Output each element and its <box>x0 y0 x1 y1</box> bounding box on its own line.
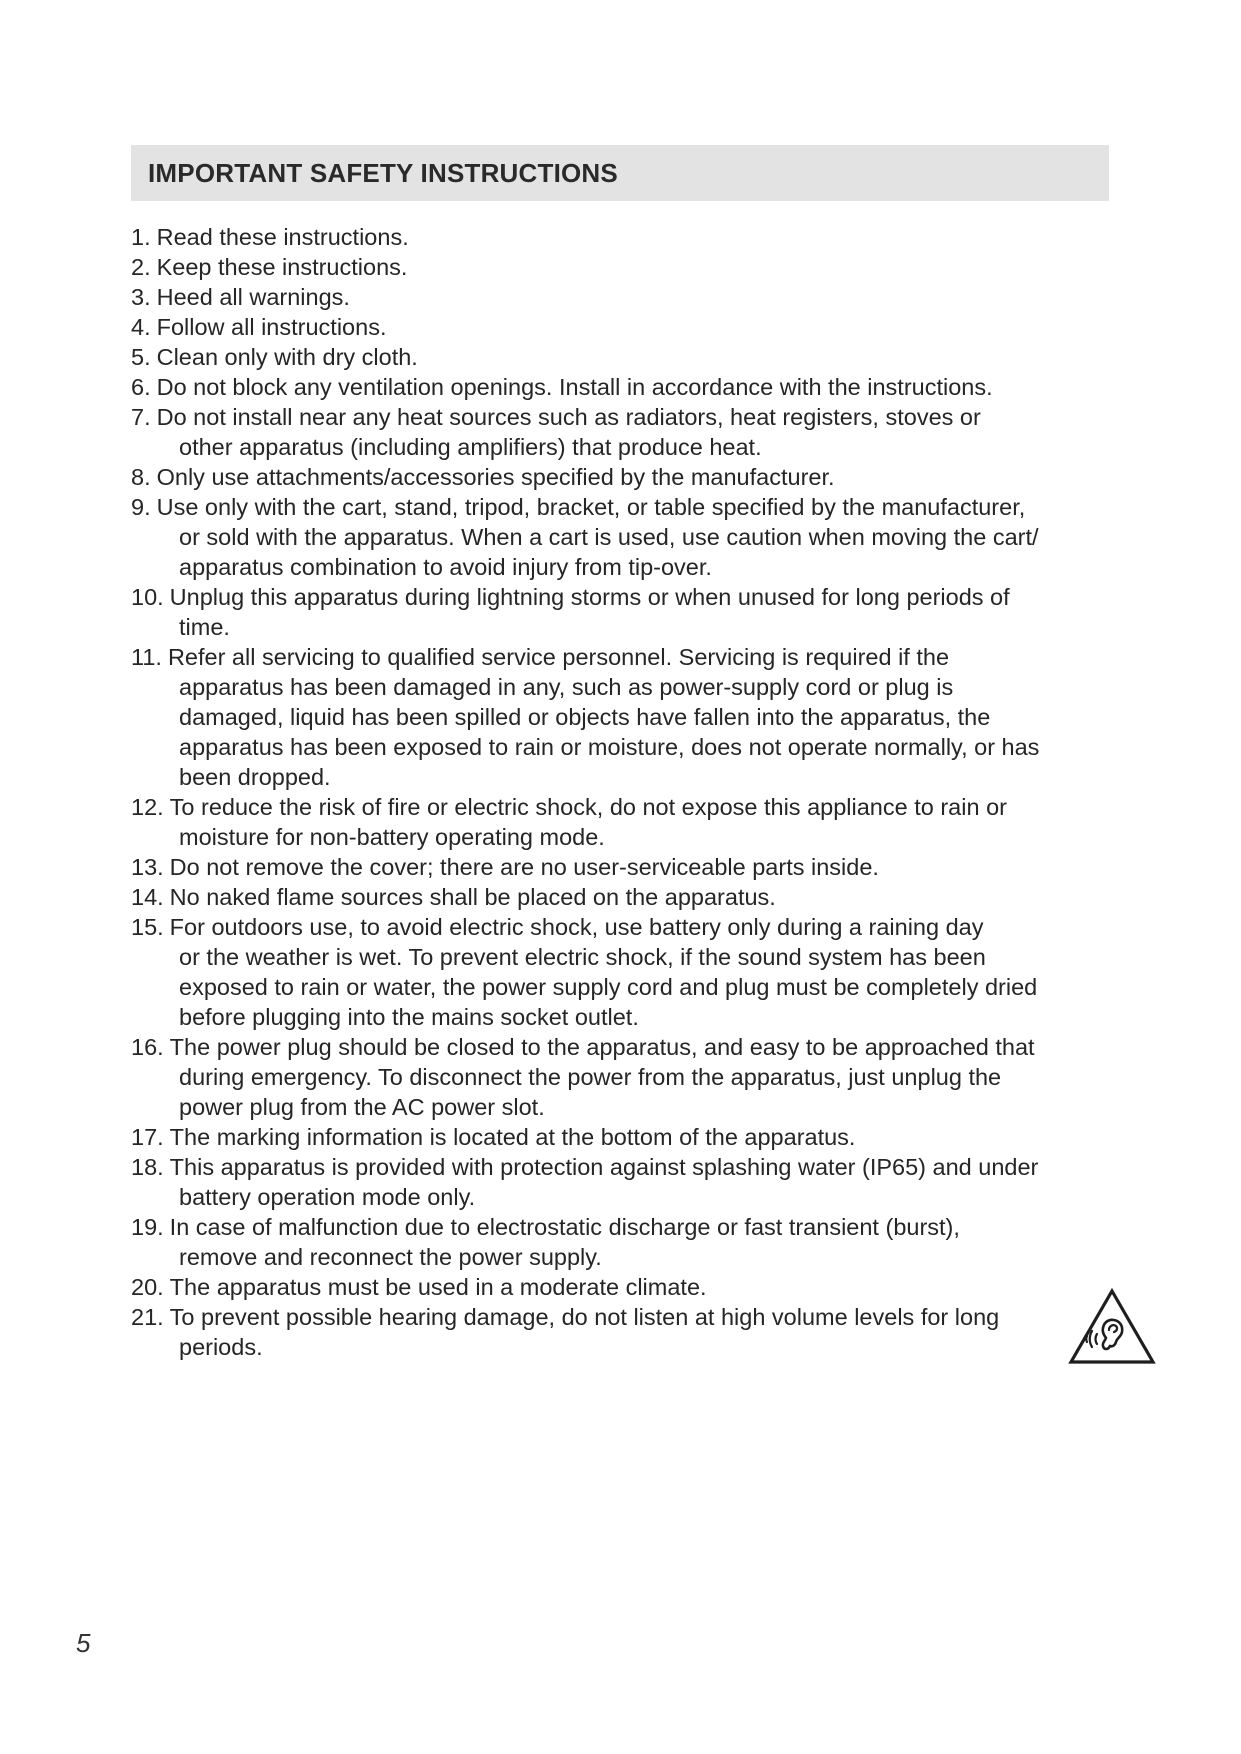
instruction-number: 8. <box>131 464 151 490</box>
instruction-item <box>131 852 1111 882</box>
instruction-line: Clean only with dry cloth. <box>156 344 418 370</box>
instruction-line: been dropped. <box>179 764 331 790</box>
instruction-line: Refer all servicing to qualified service personnel. Servicing is required if the <box>167 644 950 670</box>
instruction-line: Heed all warnings. <box>156 284 350 310</box>
instruction-number: 3. <box>131 284 151 310</box>
instruction-item <box>131 492 1111 582</box>
instruction-line: The power plug should be closed to the apparatus, and easy to be approached that <box>169 1034 1035 1060</box>
instruction-line: exposed to rain or water, the power supply cord and plug must be completely dried <box>179 974 1038 1000</box>
instruction-line: apparatus combination to avoid injury from tip-over. <box>179 554 712 580</box>
instruction-text <box>169 1032 1111 1122</box>
instruction-line: damaged, liquid has been spilled or objects have fallen into the apparatus, the <box>179 704 991 730</box>
section-heading: IMPORTANT SAFETY INSTRUCTIONS <box>148 157 618 188</box>
instruction-number: 9. <box>131 494 151 520</box>
instruction-item <box>131 402 1111 462</box>
instruction-text <box>169 852 1111 882</box>
instruction-line: In case of malfunction due to electrostatic discharge or fast transient (burst), <box>169 1214 960 1240</box>
instruction-item <box>131 342 1111 372</box>
instruction-line: remove and reconnect the power supply. <box>179 1244 602 1270</box>
instruction-item <box>131 1272 1111 1302</box>
instruction-line: This apparatus is provided with protection against splashing water (IP65) and under <box>169 1154 1039 1180</box>
instruction-item <box>131 1152 1111 1212</box>
instruction-item <box>131 1302 1111 1362</box>
instruction-line: To reduce the risk of fire or electric shock, do not expose this appliance to rain or <box>169 794 1007 820</box>
instruction-item <box>131 1032 1111 1122</box>
instruction-number: 4. <box>131 314 151 340</box>
instruction-number: 16. <box>131 1034 164 1060</box>
instruction-number: 18. <box>131 1154 164 1180</box>
instruction-line: moisture for non-battery operating mode. <box>179 824 605 850</box>
instruction-line: No naked flame sources shall be placed on the apparatus. <box>169 884 776 910</box>
instruction-line: For outdoors use, to avoid electric shock, use battery only during a raining day <box>169 914 984 940</box>
instruction-item <box>131 1212 1111 1272</box>
instruction-text <box>169 1302 1111 1362</box>
instruction-line: time. <box>179 614 230 640</box>
instruction-text <box>156 462 1111 492</box>
instruction-text <box>169 1212 1111 1272</box>
instruction-text <box>156 252 1111 282</box>
instruction-item <box>131 372 1111 402</box>
instruction-text <box>167 642 1111 792</box>
instruction-text <box>156 402 1111 462</box>
instruction-text <box>156 492 1111 582</box>
section-heading-bar <box>131 145 1109 201</box>
instruction-number: 13. <box>131 854 164 880</box>
instruction-line: Do not block any ventilation openings. Install in accordance with the instructions. <box>156 374 993 400</box>
instruction-text <box>169 1122 1111 1152</box>
instruction-item <box>131 252 1111 282</box>
instruction-line: apparatus has been damaged in any, such as power-supply cord or plug is <box>179 674 954 700</box>
instruction-number: 5. <box>131 344 151 370</box>
instruction-line: power plug from the AC power slot. <box>179 1094 545 1120</box>
instruction-number: 15. <box>131 914 164 940</box>
instruction-item <box>131 222 1111 252</box>
instruction-number: 14. <box>131 884 164 910</box>
instruction-line: other apparatus (including amplifiers) that produce heat. <box>179 434 762 460</box>
instruction-line: Use only with the cart, stand, tripod, bracket, or table specified by the manufacturer, <box>156 494 1026 520</box>
instruction-line: Read these instructions. <box>156 224 409 250</box>
instruction-number: 17. <box>131 1124 164 1150</box>
instruction-text <box>156 372 1111 402</box>
instruction-item <box>131 582 1111 642</box>
instruction-item <box>131 312 1111 342</box>
instruction-item <box>131 642 1111 792</box>
instruction-text <box>169 1152 1111 1212</box>
instruction-line: Follow all instructions. <box>156 314 387 340</box>
instruction-number: 11. <box>131 644 162 670</box>
instruction-line: periods. <box>179 1334 263 1360</box>
instruction-line: Unplug this apparatus during lightning storms or when unused for long periods of <box>169 584 1010 610</box>
instruction-number: 12. <box>131 794 164 820</box>
instruction-line: The marking information is located at the bottom of the apparatus. <box>169 1124 856 1150</box>
instruction-number: 2. <box>131 254 151 280</box>
instruction-line: Keep these instructions. <box>156 254 408 280</box>
instruction-line: or the weather is wet. To prevent electric shock, if the sound system has been <box>179 944 986 970</box>
instruction-line: during emergency. To disconnect the power from the apparatus, just unplug the <box>179 1064 1002 1090</box>
instruction-text <box>169 912 1111 1032</box>
instruction-line: Only use attachments/accessories specified by the manufacturer. <box>156 464 835 490</box>
instruction-line: The apparatus must be used in a moderate climate. <box>169 1274 707 1300</box>
instruction-line: before plugging into the mains socket outlet. <box>179 1004 639 1030</box>
instruction-number: 7. <box>131 404 151 430</box>
instruction-line: or sold with the apparatus. When a cart is used, use caution when moving the cart/ <box>179 524 1039 550</box>
instruction-line: Do not remove the cover; there are no user-serviceable parts inside. <box>169 854 879 880</box>
instruction-text <box>156 312 1111 342</box>
instruction-item <box>131 462 1111 492</box>
hearing-damage-warning-icon <box>1068 1288 1156 1366</box>
instruction-text <box>156 342 1111 372</box>
instruction-item <box>131 1122 1111 1152</box>
instruction-line: battery operation mode only. <box>179 1184 476 1210</box>
instruction-number: 1. <box>131 224 151 250</box>
instruction-item <box>131 912 1111 1032</box>
page-number: 5 <box>76 1628 91 1658</box>
instruction-item <box>131 882 1111 912</box>
instruction-number: 10. <box>131 584 164 610</box>
instruction-number: 19. <box>131 1214 164 1240</box>
instruction-number: 21. <box>131 1304 164 1330</box>
instruction-item <box>131 792 1111 852</box>
instruction-line: apparatus has been exposed to rain or moisture, does not operate normally, or has <box>179 734 1040 760</box>
instruction-number: 6. <box>131 374 151 400</box>
instruction-text <box>169 1272 1111 1302</box>
instruction-text <box>169 792 1111 852</box>
safety-instructions-list <box>131 222 1111 1362</box>
instruction-text <box>156 282 1111 312</box>
instruction-line: To prevent possible hearing damage, do not listen at high volume levels for long <box>169 1304 1000 1330</box>
instruction-line: Do not install near any heat sources such as radiators, heat registers, stoves or <box>156 404 981 430</box>
instruction-text <box>169 582 1111 642</box>
instruction-number: 20. <box>131 1274 164 1300</box>
instruction-text <box>156 222 1111 252</box>
instruction-text <box>169 882 1111 912</box>
instruction-item <box>131 282 1111 312</box>
